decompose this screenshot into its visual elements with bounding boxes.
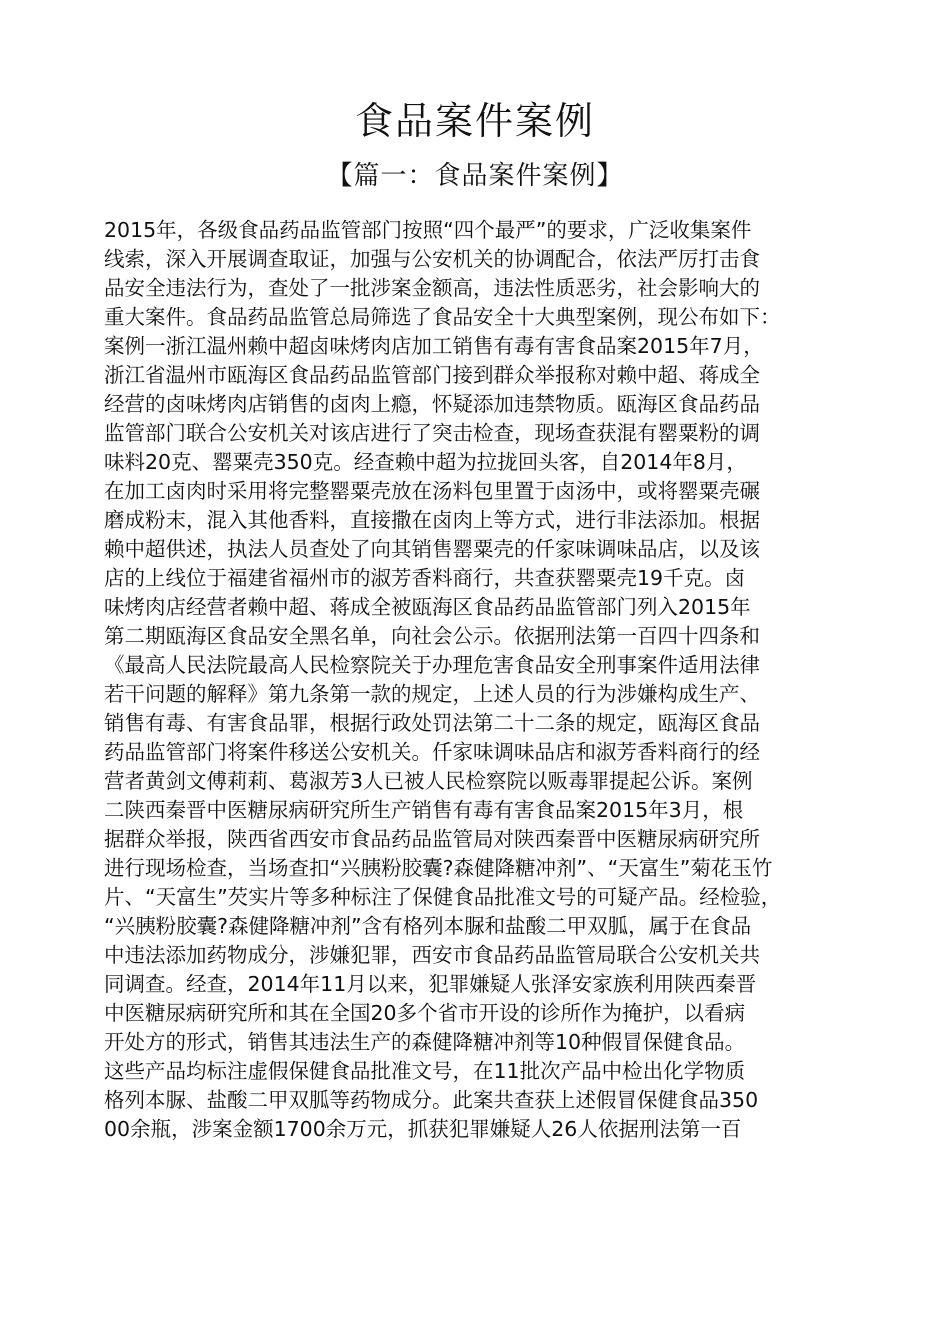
body-line: 营者黄剑文傅莉莉、葛淑芳3人已被人民检察院以贩毒罪提起公诉。案例 [104, 769, 753, 793]
body-line: 案例一浙江温州赖中超卤味烤肉店加工销售有毒有害食品案2015年7月， [104, 334, 764, 358]
body-line: 重大案件。食品药品监管总局筛选了食品安全十大典型案例，现公布如下： [104, 305, 781, 329]
body-line: 味烤肉店经营者赖中超、蒋成全被瓯海区食品药品监管部门列入2015年 [104, 595, 751, 619]
body-line: 二陕西秦晋中医糖尿病研究所生产销售有毒有害食品案2015年3月，根 [104, 798, 744, 822]
body-line: 监管部门联合公安机关对该店进行了突击检查，现场查获混有罂粟粉的调 [104, 421, 760, 445]
body-line: 药品监管部门将案件移送公安机关。仟家味调味品店和淑芳香料商行的经 [104, 740, 760, 764]
document-body [104, 216, 864, 1144]
body-line: 味料20克、罂粟壳350克。经查赖中超为拉拢回头客，自2014年8月， [104, 450, 747, 474]
body-line: 品安全违法行为，查处了一批涉案金额高，违法性质恶劣，社会影响大的 [104, 276, 760, 300]
body-line: 经营的卤味烤肉店销售的卤肉上瘾，怀疑添加违禁物质。瓯海区食品药品 [104, 392, 760, 416]
body-line: 线索，深入开展调查取证，加强与公安机关的协调配合，依法严厉打击食 [104, 247, 760, 271]
body-line: “兴胰粉胶囊?森健降糖冲剂”含有格列本脲和盐酸二甲双胍，属于在食品 [104, 914, 752, 938]
body-line: 浙江省温州市瓯海区食品药品监管部门接到群众举报称对赖中超、蒋成全 [104, 363, 760, 387]
body-line: 磨成粉末，混入其他香料，直接撒在卤肉上等方式，进行非法添加。根据 [104, 508, 760, 532]
body-line: 这些产品均标注虚假保健食品批准文号，在11批次产品中检出化学物质 [104, 1059, 746, 1083]
body-line: 片、“天富生”芡实片等多种标注了保健食品批准文号的可疑产品。经检验， [104, 885, 782, 909]
body-line: 销售有毒、有害食品罪，根据行政处罚法第二十二条的规定，瓯海区食品 [104, 711, 760, 735]
document-subtitle: 【篇一：食品案件案例】 [326, 161, 624, 191]
body-line: 00余瓶，涉案金额1700余万元，抓获犯罪嫌疑人26人依据刑法第一百 [104, 1117, 742, 1141]
body-line: 赖中超供述，执法人员查处了向其销售罂粟壳的仟家味调味品店，以及该 [104, 537, 760, 561]
body-line: 进行现场检查，当场查扣“兴胰粉胶囊?森健降糖冲剂”、“天富生”菊花玉竹 [104, 856, 773, 880]
body-line: 在加工卤肉时采用将完整罂粟壳放在汤料包里置于卤汤中，或将罂粟壳碾 [104, 479, 760, 503]
body-line: 中违法添加药物成分，涉嫌犯罪，西安市食品药品监管局联合公安机关共 [104, 943, 760, 967]
body-line: 第二期瓯海区食品安全黑名单，向社会公示。依据刑法第一百四十四条和 [104, 624, 760, 648]
body-line: 据群众举报，陕西省西安市食品药品监管局对陕西秦晋中医糖尿病研究所 [104, 827, 760, 851]
body-line: 格列本脲、盐酸二甲双胍等药物成分。此案共查获上述假冒保健食品350 [104, 1088, 759, 1112]
body-line: 《最高人民法院最高人民检察院关于办理危害食品安全刑事案件适用法律 [104, 653, 760, 677]
body-line: 店的上线位于福建省福州市的淑芳香料商行，共查获罂粟壳19千克。卤 [104, 566, 746, 590]
document-title: 食品案件案例 [354, 99, 595, 143]
body-line: 若干问题的解释》第九条第一款的规定，上述人员的行为涉嫌构成生产、 [104, 682, 760, 706]
body-line: 同调查。经查，2014年11月以来，犯罪嫌疑人张泽安家族利用陕西秦晋 [104, 972, 757, 996]
body-line: 2015年，各级食品药品监管部门按照“四个最严”的要求，广泛收集案件 [104, 218, 752, 242]
body-line: 中医糖尿病研究所和其在全国20多个省市开设的诊所作为掩护，以看病 [104, 1001, 746, 1025]
body-line: 开处方的形式，销售其违法生产的森健降糖冲剂等10种假冒保健食品。 [104, 1030, 746, 1054]
